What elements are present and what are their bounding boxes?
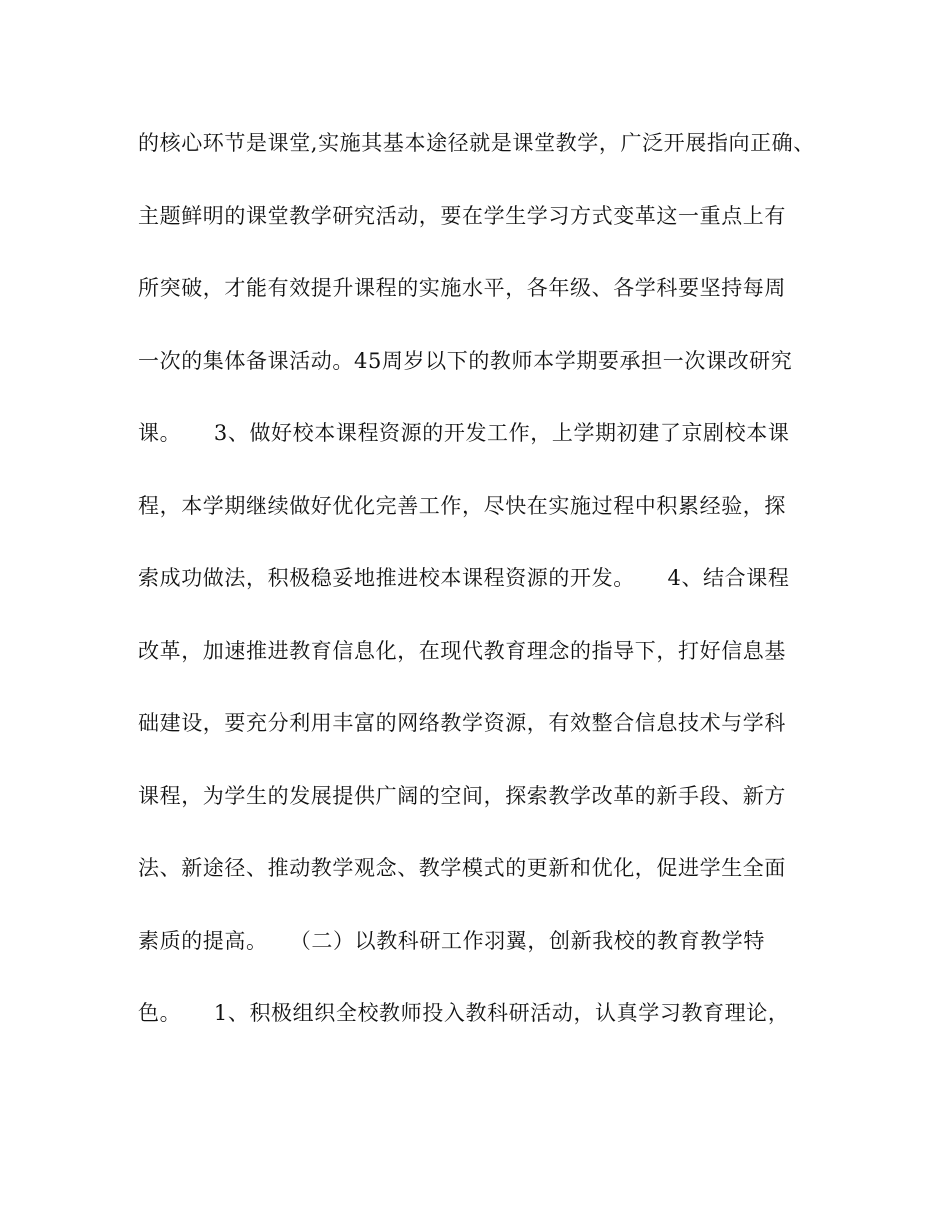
text-line: 所突破，才能有效提升课程的实施水平，各年级、各学科要坚持每周	[138, 276, 786, 300]
text-line: 改革，加速推进教育信息化，在现代教育理念的指导下，打好信息基	[138, 638, 786, 663]
text-line: 色。 1、积极组织全校教师投入教科研活动，认真学习教育理论，	[138, 1001, 790, 1025]
text-line: 课程，为学生的发展提供广阔的空间，探索教学改革的新手段、新方	[138, 783, 786, 808]
text-line: 课。 3、做好校本课程资源的开发工作，上学期初建了京剧校本课	[138, 421, 790, 445]
text-line: 索成功做法，积极稳妥地推进校本课程资源的开发。 4、结合课程	[138, 566, 790, 590]
text-line: 程，本学期继续做好优化完善工作，尽快在实施过程中积累经验，探	[138, 493, 786, 518]
text-line: 素质的提高。 （二）以教科研工作羽翼，创新我校的教育教学特	[138, 928, 765, 953]
text-line: 的核心环节是课堂,实施其基本途径就是课堂教学，广泛开展指向正确、	[138, 131, 815, 155]
text-line: 一次的集体备课活动。45周岁以下的教师本学期要承担一次课改研究	[138, 348, 793, 373]
text-line: 础建设，要充分利用丰富的网络教学资源，有效整合信息技术与学科	[138, 711, 786, 735]
text-line: 法、新途径、推动教学观念、教学模式的更新和优化，促进学生全面	[138, 856, 786, 880]
body-text	[138, 123, 828, 1066]
text-line: 主题鲜明的课堂教学研究活动，要在学生学习方式变革这一重点上有	[138, 203, 786, 228]
